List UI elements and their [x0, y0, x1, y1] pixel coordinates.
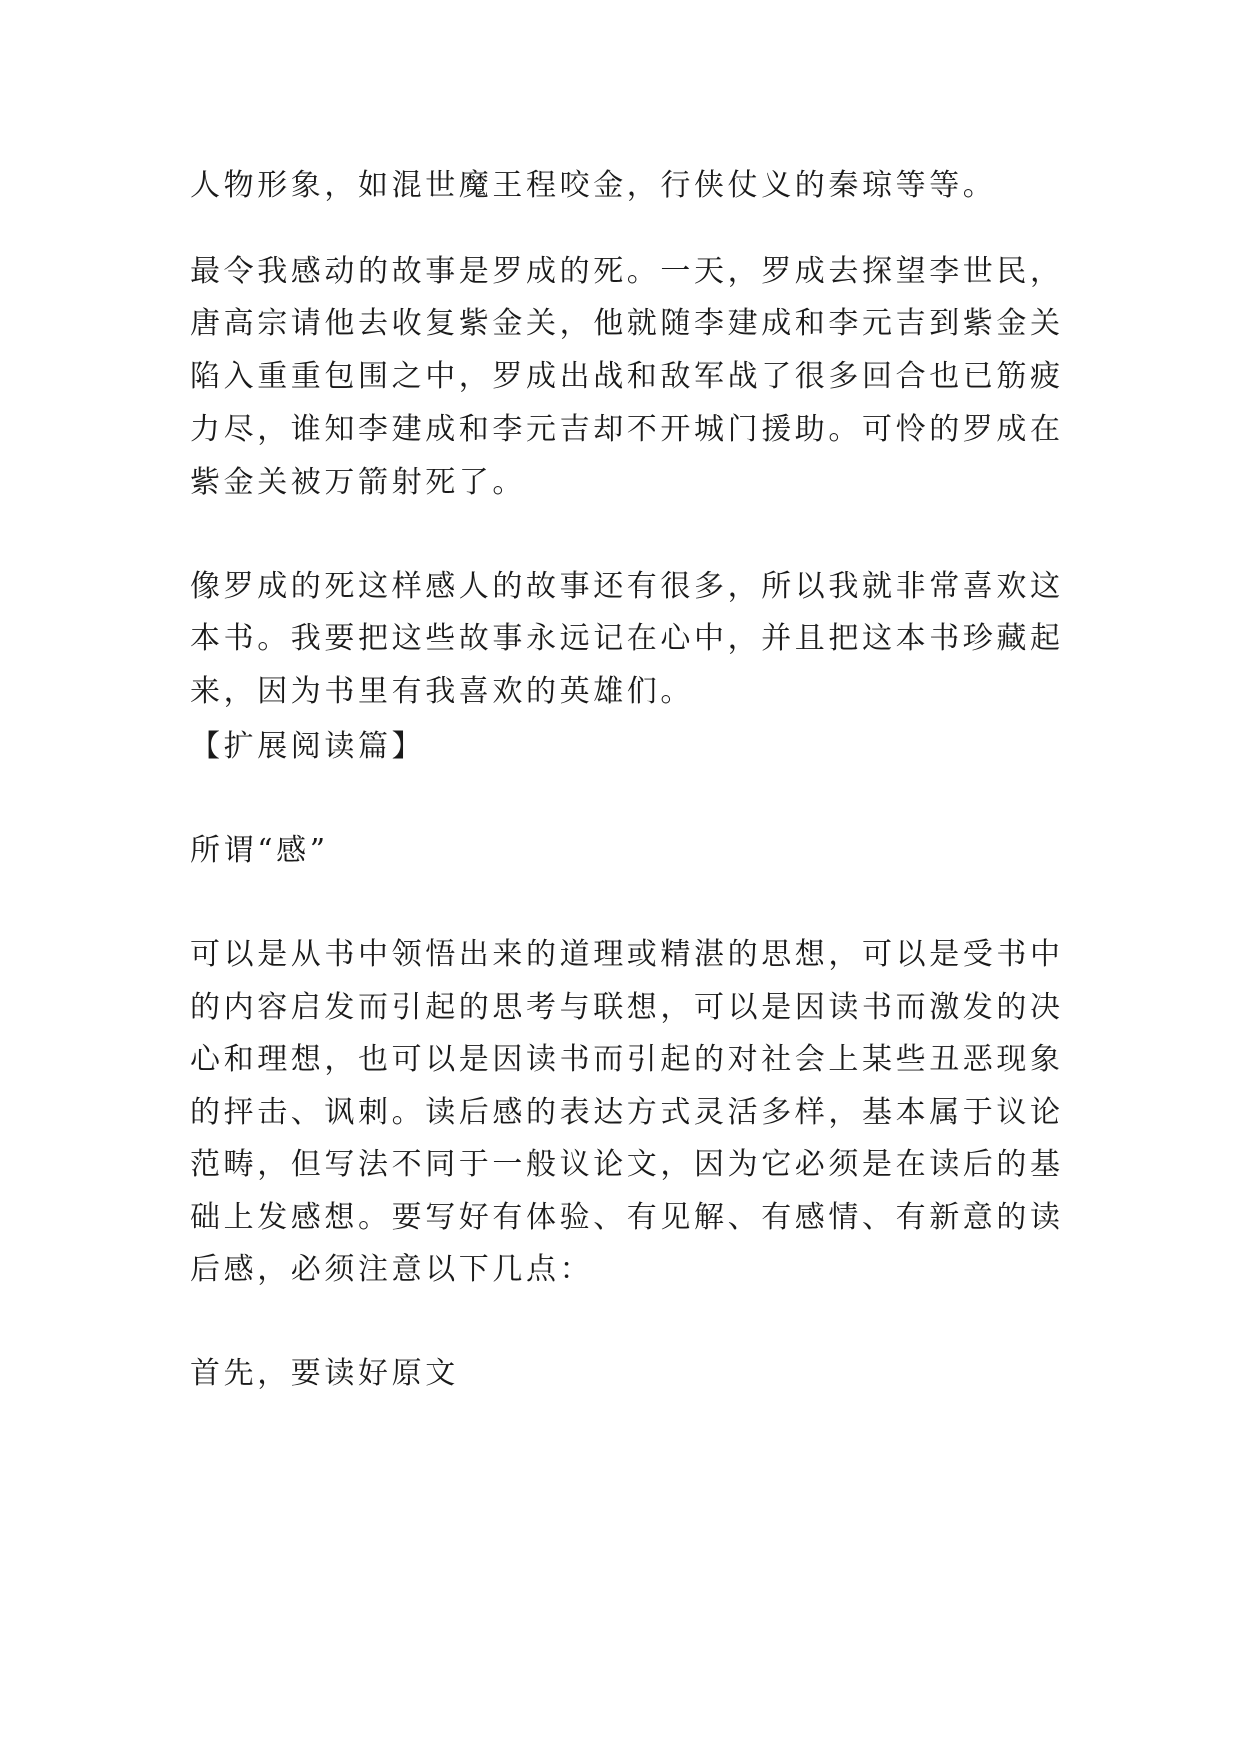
- text-line: 首先，要读好原文: [190, 1356, 459, 1391]
- text-line: 来，因为书里有我喜欢的英雄们。: [190, 674, 694, 709]
- text-line: 力尽，谁知李建成和李元吉却不开城门援助。可怜的罗成在: [190, 412, 1064, 447]
- text-line: 心和理想，也可以是因读书而引起的对社会上某些丑恶现象: [190, 1042, 1064, 1077]
- text-line: 像罗成的死这样感人的故事还有很多，所以我就非常喜欢这: [190, 569, 1064, 604]
- text-line: 陷入重重包围之中，罗成出战和敌军战了很多回合也已筋疲: [190, 359, 1064, 394]
- text-line: 最令我感动的故事是罗成的死。一天，罗成去探望李世民，: [190, 254, 1064, 289]
- text-line: 紫金关被万箭射死了。: [190, 465, 526, 500]
- text-line: 础上发感想。要写好有体验、有见解、有感情、有新意的读: [190, 1200, 1064, 1235]
- text-line: 本书。我要把这些故事永远记在心中，并且把这本书珍藏起: [190, 621, 1064, 656]
- text-line: 人物形象，如混世魔王程咬金，行侠仗义的秦琼等等。: [190, 168, 997, 203]
- text-line: 的内容启发而引起的思考与联想，可以是因读书而激发的决: [190, 990, 1064, 1025]
- text-line: 的抨击、讽刺。读后感的表达方式灵活多样，基本属于议论: [190, 1095, 1064, 1130]
- text-line: 后感，必须注意以下几点：: [190, 1252, 594, 1287]
- text-line: 可以是从书中领悟出来的道理或精湛的思想，可以是受书中: [190, 937, 1064, 972]
- text-line: 唐高宗请他去收复紫金关，他就随李建成和李元吉到紫金关: [190, 306, 1064, 341]
- section-heading: 【扩展阅读篇】: [190, 729, 426, 764]
- subheading: 所谓“感”: [190, 833, 329, 868]
- text-line: 范畴，但写法不同于一般议论文，因为它必须是在读后的基: [190, 1147, 1064, 1182]
